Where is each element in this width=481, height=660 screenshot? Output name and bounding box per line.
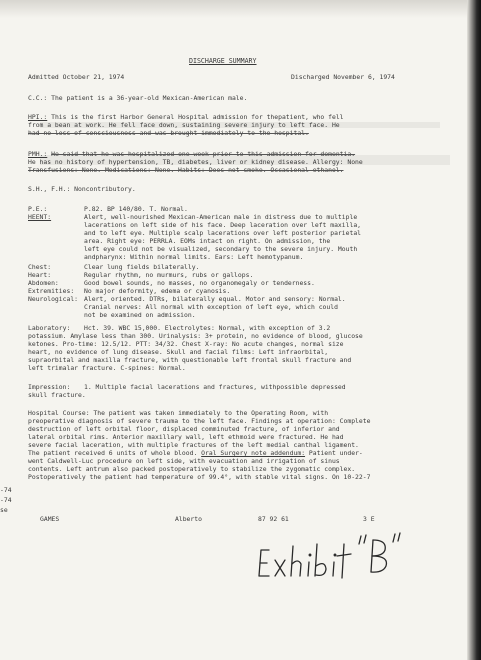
heent-line: lacerations on left side of his face. Deep laceration over left maxilla, xyxy=(84,221,362,229)
patient-surname: GAMES xyxy=(40,515,60,523)
lab-line: Hct. 39. WBC 15,000. Electrolytes: Normal, with exception of 3.2 xyxy=(84,324,331,332)
patient-number: 87 92 61 xyxy=(258,515,289,523)
heent-line: andpharynx: Within normal limits. Ears: Left hemotypanum. xyxy=(84,253,304,261)
impression-line: skull fracture. xyxy=(28,391,86,399)
chest-text: Clear lung fields bilaterally. xyxy=(84,263,200,271)
lab-line: ketones. Pro-time: 12.5/12. PTT: 34/32. Chest X-ray: No acute changes, normal size xyxy=(28,340,344,348)
chief-complaint xyxy=(28,95,247,102)
exhibit-b-handwriting xyxy=(255,528,415,600)
course-line: Postoperatively the patient had temperature of 99.4°, with stable vital signs. On 10-22-7 xyxy=(28,473,371,481)
lab-line: left trimalar fracture. C-spines: Normal. xyxy=(28,364,186,372)
abdomen-text: Good bowel sounds, no masses, no organomegaly or tenderness. xyxy=(84,279,315,287)
hpi-line: This is the first Harbor General Hospital admission for thepatient, who fell xyxy=(51,113,344,121)
social-history: S.H., F.H.: Noncontributory. xyxy=(28,185,136,193)
heent-label: HEENT: xyxy=(28,213,52,221)
heent-line: left eye could not be visualized, secondary to the severe injury. Mouth xyxy=(84,245,358,253)
heart-text: Regular rhythm, no murmurs, rubs or gallops. xyxy=(84,271,254,279)
oral-surgery-addendum: Oral Surgery note addendum: xyxy=(201,449,306,457)
extremities-label: Extremities: xyxy=(28,287,75,295)
cc-label: C.C.: xyxy=(28,94,48,102)
impression-label: Impression: xyxy=(28,383,71,391)
extremities-text: No major deformity, edema or cyanosis. xyxy=(84,287,231,295)
course-label: Hospital Course: xyxy=(28,409,90,417)
course-line: The patient received 6 units of whole blood. xyxy=(28,449,198,457)
scan-edge xyxy=(467,0,481,660)
hpi-label: HPI.: xyxy=(28,113,48,121)
hpi-line: from a bean at work. He fell face down, sustaining severe injury to left face. He xyxy=(28,121,340,129)
impression-line: 1. Multiple facial lacerations and fractures, withpossible depressed xyxy=(84,383,346,391)
heent-line: area. Right eye: PERRLA. EOMs intact on right. On admission, the xyxy=(84,237,331,245)
lab-line: heart, no evidence of lung disease. Skull and facial films: Left infraorbital, xyxy=(28,348,329,356)
document-title: DISCHARGE SUMMARY xyxy=(189,57,257,65)
cranial-line: Cranial nerves: All normal with exception of left eye, which could xyxy=(84,303,338,311)
lab-label: Laboratory: xyxy=(28,324,71,332)
margin-mark: -74 xyxy=(0,486,12,494)
cranial-line: not be examined on admission. xyxy=(84,311,196,319)
ward-code: 3 E xyxy=(363,515,375,523)
pmh-line: He said that he was hospitalized one week prior to this admission for dementia. xyxy=(51,150,356,158)
lab-line: potassium. Amylase less than 300. Urinalysis: 3+ protein, no evidence of blood, glucose xyxy=(28,332,363,340)
lab-line: supraorbital and maxilla fracture, with questionable left frontal skull fracture and xyxy=(28,356,352,364)
cc-text: The patient is a 36-year-old Mexican-American male. xyxy=(51,94,248,102)
heent-line: and to left eye. Multiple scalp lacerations over left posterior parietal xyxy=(84,229,362,237)
admitted-date: Admitted October 21, 1974 xyxy=(28,73,125,81)
pmh-label: PMH.: xyxy=(28,150,48,158)
handwritten-exhibit-mark xyxy=(255,528,415,602)
neurological-text: Alert, oriented. DTRs, bilaterally equal. Motor and sensory: Normal. xyxy=(84,295,346,303)
course-line: destruction of left orbital floor, displaced comminuted fracture, of inferior and xyxy=(28,425,340,433)
margin-mark: -74 xyxy=(0,496,12,504)
course-line: preoperative diagnosis of severe trauma to the left face. Findings at operation: Complete xyxy=(28,417,371,425)
neurological-label: Neurological: xyxy=(28,295,79,303)
discharged-date: Discharged November 6, 1974 xyxy=(291,73,395,81)
hpi-line: had no loss of consciousness and was brought immediately to the hospital. xyxy=(28,129,309,137)
heent-line: Alert, well-nourished Mexican-American male in distress due to multiple xyxy=(84,213,358,221)
pe-label: P.E.: xyxy=(28,205,48,213)
pmh-line: Transfusions: None. Medications: None. Habits: Does not smoke. Occasional ethanol. xyxy=(28,166,344,174)
course-line: went Caldwell-Luc procedure on left side, with evacuation and irrigation of sinus xyxy=(28,457,340,465)
scan-shadow xyxy=(0,0,481,18)
margin-mark: se xyxy=(0,506,8,514)
course-line: contents. Left antrum also packed postoperatively to stabilize the zygomatic complex. xyxy=(28,465,356,473)
course-line: lateral orbital rims. Anterior maxillary wall, left ethmoid were fractured. He had xyxy=(28,433,344,441)
pe-vitals: P.82. BP 140/80. T. Normal. xyxy=(84,205,188,213)
pmh-line: He has no history of hypertension, TB, diabetes, liver or kidney disease. Allergy: None xyxy=(28,158,363,166)
course-line: severe facial laceration, with multiple fractures of the left medial canthal ligament. xyxy=(28,441,359,449)
course-line: The patient was taken immediately to the Operating Room, with xyxy=(93,409,329,417)
patient-firstname: Alberto xyxy=(175,515,202,523)
course-line: Patient under- xyxy=(308,449,363,457)
chest-label: Chest: xyxy=(28,263,52,271)
abdomen-label: Abdomen: xyxy=(28,279,59,287)
heart-label: Heart: xyxy=(28,271,52,279)
